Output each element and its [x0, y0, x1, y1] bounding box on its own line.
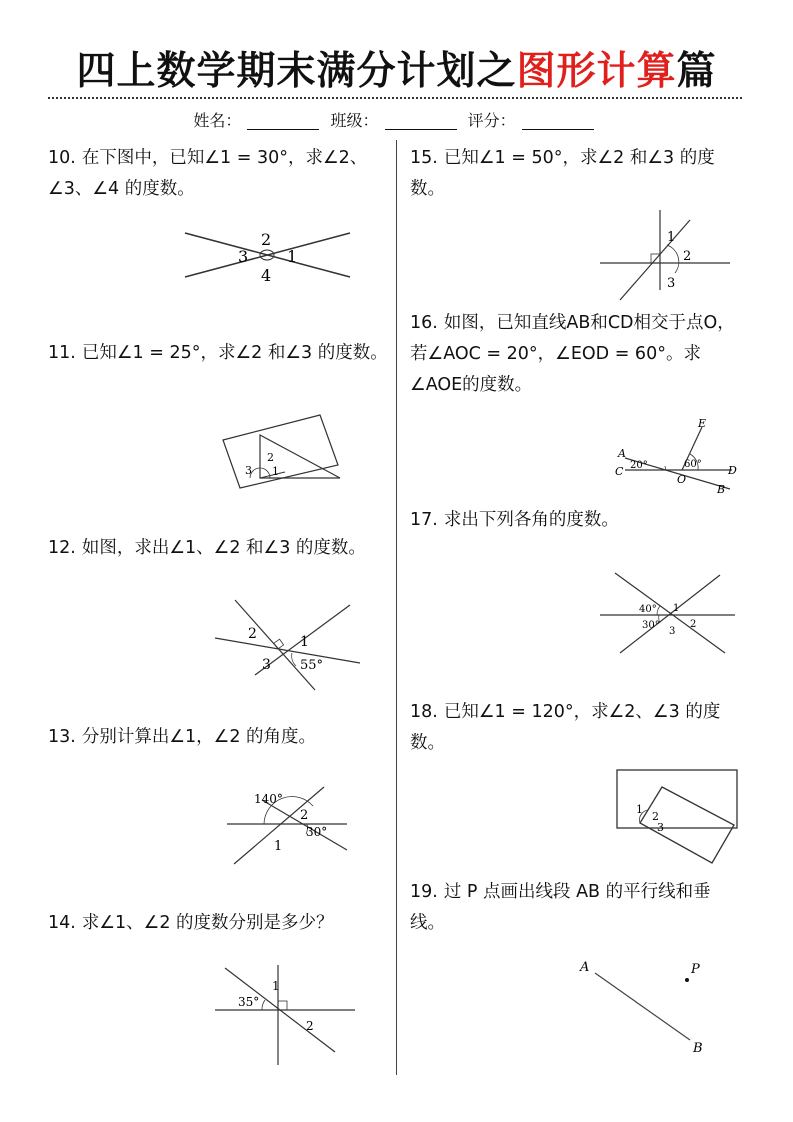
figure-17 — [595, 565, 740, 660]
name-blank[interactable] — [247, 111, 319, 130]
svg-text:40°: 40° — [639, 604, 657, 615]
svg-text:1: 1 — [300, 634, 309, 650]
svg-text:140°: 140° — [254, 792, 283, 806]
svg-text:3: 3 — [238, 247, 249, 266]
svg-text:1: 1 — [667, 230, 676, 245]
svg-text:2: 2 — [261, 230, 272, 249]
svg-text:1: 1 — [272, 979, 280, 993]
svg-text:55°: 55° — [300, 658, 324, 673]
svg-text:2: 2 — [306, 1019, 314, 1033]
question-11: 11. 已知∠1 = 25°，求∠2 和∠3 的度数。 — [48, 343, 388, 363]
svg-text:1: 1 — [274, 839, 283, 854]
score-blank[interactable] — [522, 111, 594, 130]
class-blank[interactable] — [385, 111, 457, 130]
svg-text:D: D — [728, 464, 737, 477]
page-title: 四上数学期末满分计划之图形计算篇 — [76, 49, 717, 94]
svg-text:30°: 30° — [306, 825, 328, 839]
svg-text:P: P — [691, 962, 700, 977]
question-17: 17. 求出下列各角的度数。 — [410, 510, 619, 530]
dotted-divider — [48, 97, 742, 99]
svg-text:A: A — [618, 447, 626, 460]
column-divider — [396, 140, 397, 1075]
svg-text:O: O — [677, 473, 687, 486]
figure-19 — [575, 955, 715, 1060]
svg-text:3: 3 — [657, 821, 664, 834]
svg-text:35°: 35° — [238, 995, 260, 1009]
svg-text:C: C — [615, 465, 624, 478]
svg-text:2: 2 — [683, 249, 692, 264]
question-15: 15. 已知∠1 = 50°，求∠2 和∠3 的度数。 — [410, 148, 715, 199]
svg-text:3: 3 — [669, 626, 676, 637]
svg-text:2: 2 — [300, 808, 309, 823]
question-19: 19. 过 P 点画出线段 AB 的平行线和垂线。 — [410, 882, 711, 933]
question-12: 12. 如图，求出∠1、∠2 和∠3 的度数。 — [48, 538, 366, 558]
svg-text:E: E — [698, 417, 707, 430]
svg-text:B: B — [693, 1041, 703, 1056]
score-label: 评分： — [467, 111, 516, 130]
name-label: 姓名： — [193, 111, 242, 130]
figure-18 — [612, 765, 742, 865]
svg-text:B: B — [717, 483, 726, 495]
svg-text:4: 4 — [261, 266, 272, 285]
svg-text:3: 3 — [245, 464, 252, 477]
svg-text:60°: 60° — [684, 459, 702, 470]
svg-text:1: 1 — [272, 465, 279, 478]
svg-text:1: 1 — [673, 603, 680, 614]
figure-14 — [210, 960, 360, 1070]
svg-text:2: 2 — [652, 810, 659, 823]
figure-16 — [610, 415, 745, 495]
svg-text:3: 3 — [667, 276, 676, 291]
question-14: 14. 求∠1、∠2 的度数分别是多少？ — [48, 913, 334, 933]
figure-11 — [215, 410, 350, 490]
figure-12 — [210, 595, 365, 695]
question-18: 18. 已知∠1 = 120°，求∠2、∠3 的度数。 — [410, 702, 721, 753]
svg-text:2: 2 — [248, 626, 257, 642]
svg-text:20°: 20° — [630, 460, 648, 471]
question-10: 10. 在下图中，已知∠1 = 30°，求∠2、∠3、∠4 的度数。 — [48, 148, 368, 199]
student-info-row — [0, 108, 793, 131]
svg-text:1: 1 — [636, 803, 643, 816]
figure-10 — [180, 225, 360, 290]
svg-text:2: 2 — [690, 619, 697, 630]
question-13: 13. 分别计算出∠1，∠2 的角度。 — [48, 727, 317, 747]
class-label: 班级： — [330, 111, 379, 130]
figure-13 — [222, 782, 352, 872]
title-highlight: 图形计算 — [516, 49, 677, 94]
svg-text:3: 3 — [262, 657, 271, 673]
svg-text:1: 1 — [287, 247, 298, 266]
svg-text:A: A — [580, 960, 590, 975]
figure-15 — [595, 205, 735, 305]
question-16: 16. 如图，已知直线AB和CD相交于点O，若∠AOC = 20°，∠EOD = 60°。求∠AOE的度数。 — [410, 313, 735, 395]
svg-text:30°: 30° — [642, 620, 660, 631]
svg-text:2: 2 — [267, 451, 274, 464]
